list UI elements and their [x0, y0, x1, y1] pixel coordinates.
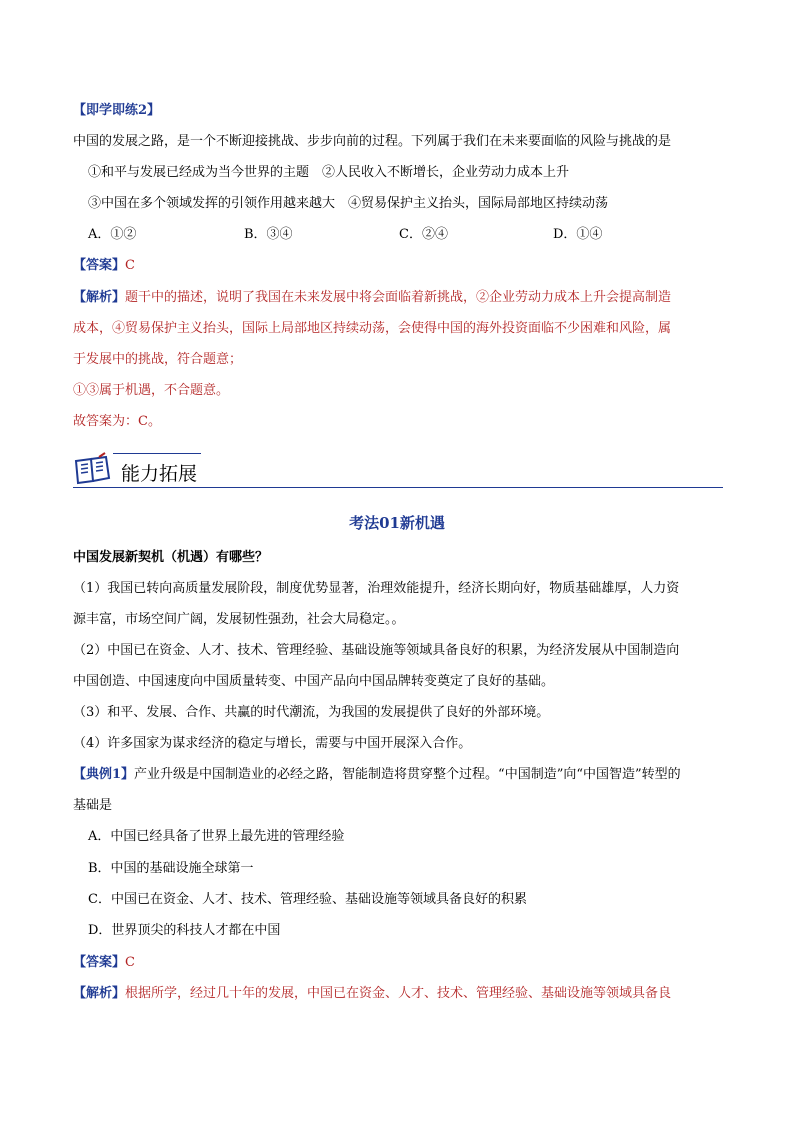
method-point: 中国创造、中国速度向中国质量转变、中国产品向中国品牌转变奠定了良好的基础。: [73, 674, 555, 689]
practice-analysis-line1: [73, 289, 671, 307]
answer-value: C: [125, 258, 135, 273]
example-option-d: D．世界顶尖的科技人才都在中国: [88, 923, 281, 938]
practice-analysis-line4: ①③属于机遇，不合题意。: [73, 383, 230, 398]
example-stem-line1: [73, 766, 681, 784]
practice-items-line1: ①和平与发展已经成为当今世界的主题 ②人民收入不断增长，企业劳动力成本上升: [88, 165, 570, 180]
practice-conclusion: 故答案为：C。: [73, 414, 161, 429]
analysis-text: 根据所学，经过几十年的发展，中国已在资金、人才、技术、管理经验、基础设施等领域具备良: [125, 986, 672, 1001]
example-option-a: A．中国已经具备了世界上最先进的管理经验: [88, 829, 345, 844]
practice-analysis-line2: 成本，④贸易保护主义抬头，国际上局部地区持续动荡，会使得中国的海外投资面临不少困难和风险，属: [73, 321, 672, 336]
method-point: （3）和平、发展、合作、共赢的时代潮流，为我国的发展提供了良好的外部环境。: [73, 705, 550, 720]
practice-option-b: B．③④: [244, 227, 293, 242]
method-question: 中国发展新契机（机遇）有哪些？: [73, 550, 269, 565]
example-stem-text: 产业升级是中国制造业的必经之路，智能制造将贯穿整个过程。“中国制造”向“中国智造”转型的: [134, 767, 681, 782]
analysis-text: 题干中的描述，说明了我国在未来发展中将会面临着新挑战，②企业劳动力成本上升会提高制造: [125, 290, 672, 305]
practice-label: 【即学即练2】: [73, 103, 161, 118]
section-heading: [73, 449, 723, 489]
answer-value: C: [125, 955, 135, 970]
practice-option-a: A．①②: [88, 227, 137, 242]
answer-label: 【答案】: [73, 955, 126, 970]
method-point: （2）中国已在资金、人才、技术、管理经验、基础设施等领域具备良好的积累，为经济发展从中国制造向: [73, 643, 680, 658]
answer-label: 【答案】: [73, 258, 126, 273]
example-option-b: B．中国的基础设施全球第一: [88, 861, 254, 876]
example-stem-line2: 基础是: [73, 798, 113, 813]
practice-answer: [73, 257, 135, 275]
example-option-c: C．中国已在资金、人才、技术、管理经验、基础设施等领域具备良好的积累: [88, 892, 527, 907]
analysis-label: 【解析】: [73, 290, 126, 305]
practice-analysis-line3: 于发展中的挑战，符合题意；: [73, 352, 243, 367]
practice-option-c: C．②④: [399, 227, 448, 242]
heading-top-rule: [113, 453, 201, 454]
example-answer: [73, 954, 135, 972]
heading-underline: [73, 487, 723, 488]
method-title: 考法01新机遇: [349, 514, 445, 532]
example-label: 【典例1】: [73, 767, 135, 782]
practice-option-d: D．①④: [553, 227, 603, 242]
method-point: 源丰富，市场空间广阔，发展韧性强劲，社会大局稳定。。: [73, 612, 405, 627]
book-icon: [73, 451, 113, 487]
practice-items-line2: ③中国在多个领域发挥的引领作用越来越大 ④贸易保护主义抬头，国际局部地区持续动荡: [88, 196, 609, 211]
practice-stem: 中国的发展之路，是一个不断迎接挑战、步步向前的过程。下列属于我们在未来要面临的风险与挑战的是: [73, 134, 672, 149]
example-analysis-line1: [73, 985, 671, 1003]
method-point: （4）许多国家为谋求经济的稳定与增长，需要与中国开展深入合作。: [73, 736, 472, 751]
section-heading-text: 能力拓展: [121, 463, 198, 485]
method-point: （1）我国已转向高质量发展阶段，制度优势显著，治理效能提升，经济长期向好，物质基础雄厚，人力资: [73, 581, 680, 596]
analysis-label: 【解析】: [73, 986, 126, 1001]
